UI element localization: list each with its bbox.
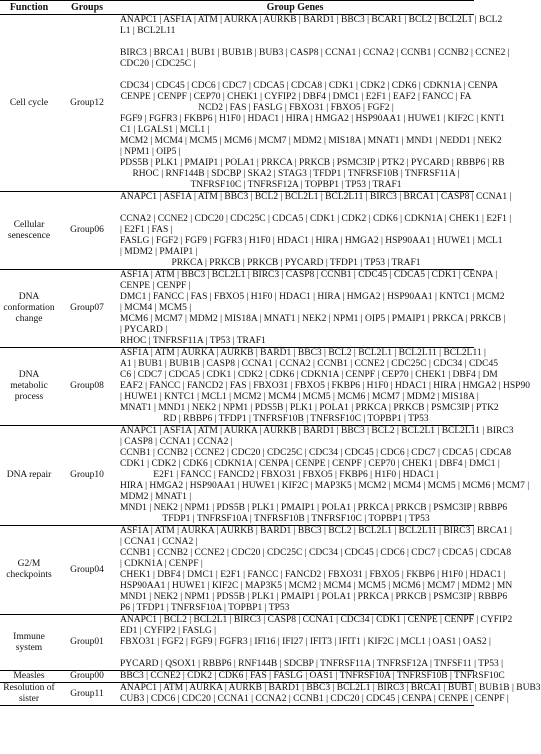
group-cell: Group04	[58, 526, 116, 615]
gene-line: ANAPC1 | ASF1A | ATM | AURKA | AURKB | BARD1 | BBC3 | BCL2 | BCL2L1 | BCL2L11 | BIRC3	[120, 426, 514, 436]
gene-line-spacer	[120, 70, 472, 81]
table-row	[0, 348, 474, 426]
gene-line: PDS5B | PLK1 | PMAIP1 | POLA1 | PRKCA | PRKCB | PSMC3IP | PTK2 | PYCARD | RBBP6 | RB	[120, 158, 505, 168]
function-cell: G2/M checkpoints	[0, 526, 58, 615]
gene-line: DMC1 | FANCC | FAS | FBXO5 | H1F0 | HDAC1 | HIRA | HMGA2 | HSP90AA1 | KNTC1 | MCM2	[120, 292, 505, 302]
gene-line: MNAT1 | MND1 | NEK2 | NPM1 | PDS5B | PLK1 | POLA1 | PRKCA | PRKCB | PSMC3IP | PTK2	[120, 403, 499, 413]
gene-line: MCM6 | MCM7 | MDM2 | MIS18A | MNAT1 | NEK2 | NPM1 | OIP5 | PMAIP1 | PRKCA | PRKCB |	[120, 314, 506, 324]
gene-line: CCNB1 | CCNB2 | CCNE2 | CDC20 | CDC25C | CDC34 | CDC45 | CDC6 | CDC7 | CDCA5 | CDCA8	[120, 448, 512, 458]
gene-line: | CASP8 | CCNA1 | CCNA2 |	[120, 437, 233, 447]
table-row	[0, 683, 474, 706]
gene-line: CHEK1 | DBF4 | DMC1 | E2F1 | FANCC | FANCD2 | FBXO31 | FBXO5 | FKBP6 | H1F0 | HDAC1 |	[120, 570, 506, 580]
gene-line: NCD2 | FAS | FASLG | FBXO31 | FBXO5 | FGF2 |	[198, 103, 394, 113]
gene-line: | CCNA1 | CCNA2 |	[120, 537, 198, 547]
gene-line: ASF1A | ATM | AURKA | AURKB | BARD1 | BBC3 | BCL2 | BCL2L1 | BCL2L11 | BCL2L11 |	[120, 348, 486, 358]
function-cell: DNA repair	[0, 426, 58, 526]
gene-line: HSP90AA1 | HUWE1 | KIF2C | MAP3K5 | MCM2 | MCM4 | MCM5 | MCM6 | MCM7 | MDM2 | MN	[120, 581, 513, 591]
gene-line: RD | RBBP6 | TFDP1 | TNFRSF10B | TNFRSF10C | TOPBP1 | TP53	[163, 414, 429, 424]
group-cell: Group11	[58, 683, 116, 706]
gene-line: C6 | CDC7 | CDCA5 | CDK1 | CDK2 | CDK6 | CDKN1A | CENPF | CEP70 | CHEK1 | DBF4 | DM	[120, 370, 498, 380]
function-cell: Immune system	[0, 615, 58, 671]
function-cell: DNA conformation change	[0, 270, 58, 348]
table-row	[0, 426, 474, 526]
gene-line: C1 | LGALS1 | MCL1 |	[120, 125, 210, 135]
gene-line: MND1 | NEK2 | NPM1 | PDS5B | PLK1 | PMAIP1 | POLA1 | PRKCA | PRKCB | PSMC3IP | RBBP6	[120, 592, 508, 602]
gene-line: | MCM4 | MCM5 |	[120, 303, 192, 313]
gene-line: CDK1 | CDK2 | CDK6 | CDKN1A | CENPA | CENPE | CENPF | CEP70 | CHEK1 | DBF4 | DMC1 |	[120, 459, 500, 469]
gene-line: ASF1A | ATM | AURKA | AURKB | BARD1 | BBC3 | BCL2 | BCL2L1 | BCL2L11 | BIRC3 | BRCA1 |	[120, 526, 512, 536]
gene-line: | MDM2 | PMAIP1 |	[120, 247, 198, 257]
gene-line: PRKCA | PRKCB | PRKCB | PYCARD | TFDP1 | TP53 | TRAF1	[171, 258, 421, 268]
gene-line-spacer	[120, 648, 472, 659]
gene-line: CENPE | CENPF | CEP70 | CHEK1 | CYFIP2 | DBF4 | DMC1 | E2F1 | EAF2 | FANCC | FA	[120, 92, 472, 102]
gene-line: ANAPC1 | ATM | AURKA | AURKB | BARD1 | BBC3 | BCL2L1 | BIRC3 | BRCA1 | BUB1 | BUB1B | BUB3	[120, 683, 541, 693]
genes-cell	[116, 426, 530, 526]
header-groups: Groups	[58, 1, 116, 15]
gene-line: ANAPC1 | ASF1A | ATM | BBC3 | BCL2 | BCL2L1 | BCL2L11 | BIRC3 | BRCA1 | CASP8 | CCNA1 |	[120, 192, 512, 202]
gene-line: CCNB1 | CCNB2 | CCNE2 | CDC20 | CDC25C | CDC34 | CDC45 | CDC6 | CDC7 | CDCA5 | CDCA8	[120, 548, 512, 558]
table-row	[0, 270, 474, 348]
gene-line: FBXO31 | FGF2 | FGF9 | FGFR3 | IFI16 | IFI27 | IFIT3 | IFIT1 | KIF2C | MCL1 | OAS1 | OAS2 |	[120, 637, 491, 647]
function-cell: Cell cycle	[0, 15, 58, 192]
gene-line: L1 | BCL2L11	[120, 26, 176, 36]
gene-line: CDC20 | CDC25C |	[120, 59, 196, 69]
gene-line: ANAPC1 | BCL2 | BCL2L1 | BIRC3 | CASP8 | CCNA1 | CDC34 | CDK1 | CENPE | CENPF | CYFIP2	[120, 615, 513, 625]
gene-line: E2F1 | FANCC | FANCD2 | FBXO31 | FBXO5 | FKBP6 | H1F0 | HDAC1 |	[153, 470, 439, 480]
group-cell: Group08	[58, 348, 116, 426]
gene-line: TNFRSF10C | TNFRSF12A | TOPBP1 | TP53 | TRAF1	[190, 180, 402, 190]
header-row	[0, 1, 474, 15]
genes-cell	[116, 671, 505, 683]
function-cell: DNA metabolic process	[0, 348, 58, 426]
group-cell: Group01	[58, 615, 116, 671]
genes-cell	[116, 15, 510, 192]
genes-cell	[116, 270, 506, 348]
gene-line: FASLG | FGF2 | FGF9 | FGFR3 | H1F0 | HDAC1 | HIRA | HMGA2 | HSP90AA1 | HUWE1 | MCL1	[120, 236, 503, 246]
gene-line: MDM2 | MNAT1 |	[120, 492, 192, 502]
group-cell: Group12	[58, 15, 116, 192]
genes-cell	[116, 348, 530, 426]
group-cell: Group06	[58, 192, 116, 270]
table-row	[0, 526, 474, 615]
table-row	[0, 615, 474, 671]
gene-line: | E2F1 | FAS |	[120, 225, 173, 235]
header-function: Function	[0, 1, 58, 15]
gene-line: CDC34 | CDC45 | CDC6 | CDC7 | CDCA5 | CDCA8 | CDK1 | CDK2 | CDK6 | CDKN1A | CENPA	[120, 81, 499, 91]
gene-line: BBC3 | CCNE2 | CDK2 | CDK6 | FAS | FASLG | OAS1 | TNFRSF10A | TNFRSF10B | TNFRSF10C	[120, 671, 505, 681]
gene-line: CUB3 | CDC6 | CDC20 | CCNA1 | CCNA2 | CCNB1 | CDC20 | CDC45 | CENPA | CENPE | CENPF |	[120, 694, 509, 704]
gene-line: MND1 | NEK2 | NPM1 | PDS5B | PLK1 | PMAIP1 | POLA1 | PRKCA | PRKCB | PSMC3IP | RBBP6	[120, 503, 508, 513]
genes-cell	[116, 615, 513, 671]
gene-line: CCNA2 | CCNE2 | CDC20 | CDC25C | CDCA5 | CDK1 | CDK2 | CDK6 | CDKN1A | CHEK1 | E2F1 |	[120, 214, 512, 224]
gene-line: | HUWE1 | KNTC1 | MCL1 | MCM2 | MCM4 | MCM5 | MCM6 | MCM7 | MDM2 | MIS18A |	[120, 392, 479, 402]
gene-line: PYCARD | QSOX1 | RBBP6 | RNF144B | SDCBP | TNFRSF11A | TNFRSF12A | TNFSF11 | TP53 |	[120, 659, 504, 669]
gene-line: RHOC | RNF144B | SDCBP | SKA2 | STAG3 | TFDP1 | TNFRSF10B | TNFRSF11A |	[132, 169, 460, 179]
table-row	[0, 192, 474, 270]
gene-line: BIRC3 | BRCA1 | BUB1 | BUB1B | BUB3 | CASP8 | CCNA1 | CCNA2 | CCNB1 | CCNB2 | CCNE2 |	[120, 48, 510, 58]
gene-line-spacer	[120, 203, 472, 214]
genes-cell	[116, 683, 541, 706]
genes-cell	[116, 526, 513, 615]
gene-line: RHOC | TNFRSF11A | TP53 | TRAF1	[120, 336, 266, 346]
table-row	[0, 15, 474, 192]
gene-line: EAF2 | FANCC | FANCD2 | FAS | FBXO31 | FBXO5 | FKBP6 | H1F0 | HDAC1 | HIRA | HMGA2 | HSP90	[120, 381, 530, 391]
table-body	[0, 15, 541, 706]
gene-line: TFDP1 | TNFRSF10A | TNFRSF10B | TNFRSF10C | TOPBP1 | TP53	[162, 514, 430, 524]
gene-line: | PYCARD |	[120, 325, 168, 335]
function-cell: Measles	[0, 671, 58, 683]
header-group-genes: Group Genes	[116, 1, 474, 15]
function-cell: Cellular senescence	[0, 192, 58, 270]
gene-line: ANAPC1 | ASF1A | ATM | AURKA | AURKB | BARD1 | BBC3 | BCAR1 | BCL2 | BCL2L1 | BCL2	[120, 15, 503, 25]
gene-line: | NPM1 | OIP5 |	[120, 147, 181, 157]
gene-line: ASF1A | ATM | BBC3 | BCL2L1 | BIRC3 | CASP8 | CCNB1 | CDC45 | CDCA5 | CDK1 | CENPA |	[120, 270, 498, 280]
gene-line: | CDKN1A | CENPF |	[120, 559, 203, 569]
genes-cell	[116, 192, 512, 270]
gene-line: HIRA | HMGA2 | HSP90AA1 | HUWE1 | KIF2C | MAP3K5 | MCM2 | MCM4 | MCM5 | MCM6 | MCM7 |	[120, 481, 530, 491]
table-header	[0, 1, 474, 15]
gene-line: A1 | BUB1 | BUB1B | CASP8 | CCNA1 | CCNA2 | CCNB1 | CCNE2 | CDC25C | CDC34 | CDC45	[120, 359, 498, 369]
gene-line: FGF9 | FGFR3 | FKBP6 | H1F0 | HDAC1 | HIRA | HMGA2 | HSP90AA1 | HUWE1 | KIF2C | KNT1	[120, 114, 505, 124]
function-cell: Resolution of sister	[0, 683, 58, 706]
group-cell: Group10	[58, 426, 116, 526]
gene-line: P6 | TFDP1 | TNFRSF10A | TOPBP1 | TP53	[120, 603, 290, 613]
gene-line: ED1 | CYFIP2 | FASLG |	[120, 626, 217, 636]
gene-line: CENPE | CENPF |	[120, 281, 191, 291]
gene-line: MCM2 | MCM4 | MCM5 | MCM6 | MCM7 | MDM2 | MIS18A | MNAT1 | MND1 | NEDD1 | NEK2	[120, 136, 502, 146]
group-cell: Group07	[58, 270, 116, 348]
group-cell: Group00	[58, 671, 116, 683]
gene-line-spacer	[120, 37, 472, 48]
table-row	[0, 671, 474, 683]
